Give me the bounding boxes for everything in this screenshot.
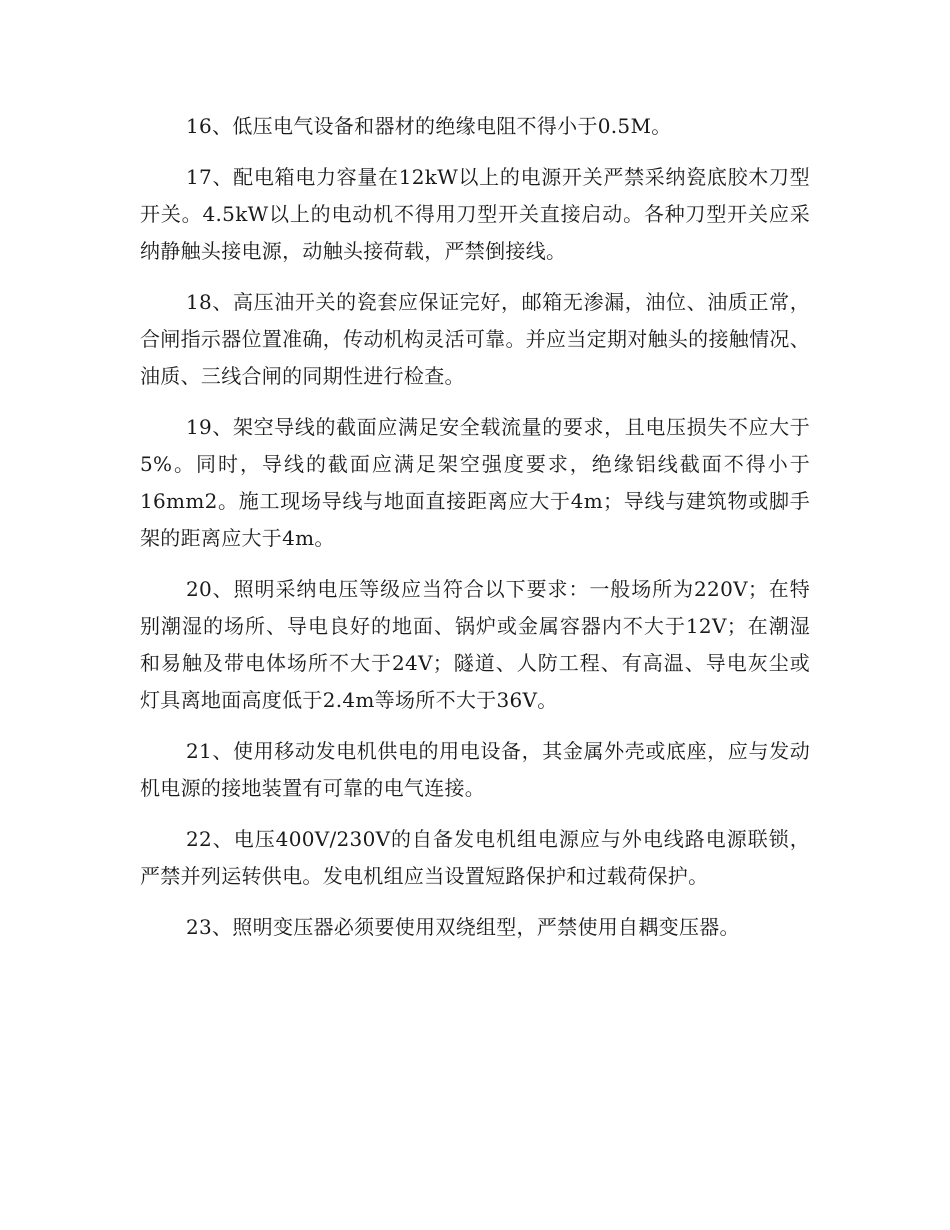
- paragraph-19: 19、架空导线的截面应满足安全载流量的要求，且电压损失不应大于5%。同时，导线的截面应满足架空强度要求，绝缘铝线截面不得小于16mm2。施工现场导线与地面直接距离应大于4m；导线与建筑物或脚手架的距离应大于4m。: [140, 415, 810, 550]
- document-body: [140, 108, 810, 960]
- paragraph-22: 22、电压400V/230V的自备发电机组电源应与外电线路电源联锁，严禁并列运转供电。发电机组应当设置短路保护和过载荷保护。: [140, 827, 810, 888]
- paragraph-16: 16、低压电气设备和器材的绝缘电阻不得小于0.5M。: [186, 114, 672, 138]
- paragraph-17: 17、配电箱电力容量在12kW以上的电源开关严禁采纳瓷底胶木刀型开关。4.5kW以上的电动机不得用刀型开关直接启动。各种刀型开关应采纳静触头接电源，动触头接荷载，严禁倒接线。: [140, 165, 810, 263]
- paragraph-21: 21、使用移动发电机供电的用电设备，其金属外壳或底座，应与发动机电源的接地装置有可靠的电气连接。: [140, 739, 810, 800]
- paragraph-20: 20、照明采纳电压等级应当符合以下要求：一般场所为220V；在特别潮湿的场所、导电良好的地面、锅炉或金属容器内不大于12V；在潮湿和易触及带电体场所不大于24V；隧道、人防工程、有高温、导电灰尘或灯具离地面高度低于2.4m等场所不大于36V。: [140, 577, 810, 712]
- paragraph-23: 23、照明变压器必须要使用双绕组型，严禁使用自耦变压器。: [186, 915, 740, 939]
- paragraph-18: 18、高压油开关的瓷套应保证完好，邮箱无渗漏，油位、油质正常，合闸指示器位置准确，传动机构灵活可靠。并应当定期对触头的接触情况、油质、三线合闸的同期性进行检查。: [140, 290, 810, 388]
